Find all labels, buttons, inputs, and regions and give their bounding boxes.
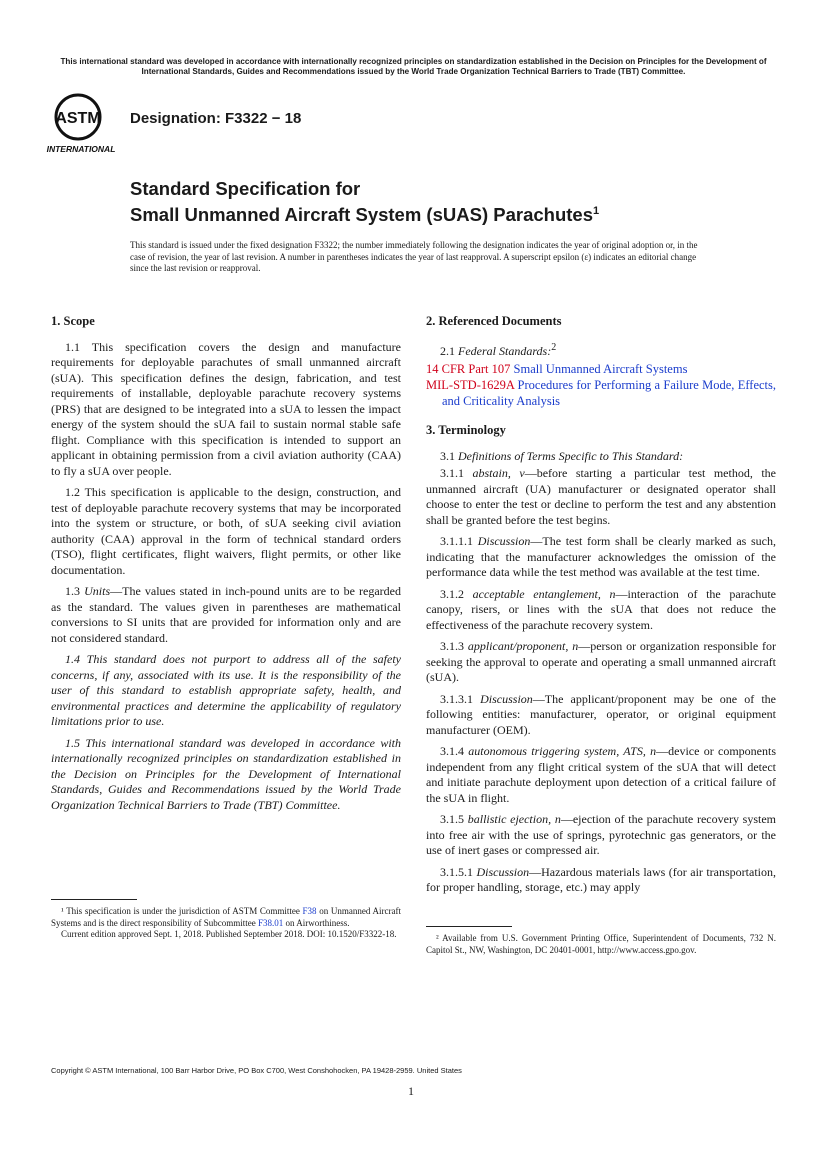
- header-notice: This international standard was developed in accordance with internationally recognized principles on standardization established in the Decision on Principles for the Development of International Standards, Guides and Recommendations issued by the World Trade Organization Technical Barriers to Trade (TBT) Committee.: [60, 57, 767, 76]
- link-f38-01[interactable]: F38.01: [257, 917, 284, 928]
- para-3-1-5: 3.1.5 ballistic ejection, n—ejection of the parachute recovery system into free air with the use of springs, pyrotechnic gas generators, or the use of inert gases or compressed air.: [426, 812, 777, 857]
- para-3-1-5-1: 3.1.5.1 Discussion—Hazardous materials laws (for air transportation, for proper handling, storage, etc.) may apply: [426, 864, 777, 894]
- para-3-1-1-1: 3.1.1.1 Discussion—The test form shall be clearly marked as such, indicating that the manufacturer acknowledges the omission of the performance data while the test method was available at the test time.: [426, 534, 777, 579]
- svg-text:ASTM: ASTM: [55, 110, 101, 127]
- ref-mil-std-1629a[interactable]: MIL-STD-1629A Procedures for Performing a Failure Mode, Effects, and Criticality Analysis: [426, 378, 776, 408]
- scope-heading: 1. Scope: [51, 314, 95, 328]
- para-3-1-3-1: 3.1.3.1 Discussion—The applicant/proponent may be one of the following entities: manufacturer, operator, or original equipment manufacturer (OEM).: [426, 691, 776, 737]
- right-column: [426, 314, 776, 902]
- left-column: [51, 314, 401, 819]
- para-1-3: 1.3 Units—The values stated in inch-pound units are to be regarded as the standard. The values given in parentheses are mathematical conversions to SI units that are provided for information only and are not considered standard.: [51, 584, 401, 645]
- federal-standards: 2.1 Federal Standards:$^2$: [440, 341, 557, 358]
- copyright: Copyright © ASTM International, 100 Barr Harbor Drive, PO Box C700, West Conshohocken, PA 19428-2959. United States: [51, 1066, 462, 1075]
- para-1-5: 1.5 This international standard was developed in accordance with internationally recognized principles on standardization established in the Decision on Principles for the Development of International Standards, Guides and Recommendations issued by the World Trade Organization Technical Barriers to Trade (TBT) Committee.: [51, 735, 401, 812]
- footnote-rule-left: [51, 899, 137, 900]
- page-title: [130, 178, 599, 226]
- footnote-1a: ¹ This specification is under the jurisdiction of ASTM Committee F38 on Unmanned Aircraft Systems and is the direct responsibility of Subcommittee F38.01 on Airworthiness.: [51, 906, 401, 928]
- title-line-2: Small Unmanned Aircraft System (sUAS) Parachutes$^1$: [130, 204, 600, 226]
- referenced-documents-heading: 2. Referenced Documents: [426, 314, 562, 328]
- para-3-1: 3.1 Definitions of Terms Specific to This Standard:: [440, 448, 684, 463]
- footnote-1: [51, 906, 401, 941]
- footnote-2-text: ² Available from U.S. Government Printing Office, Superintendent of Documents, 732 N. Capitol St., NW, Washington, DC 20401-0001, http://www.access.gpo.gov.: [426, 933, 776, 955]
- footnote-1b: Current edition approved Sept. 1, 2018. Published September 2018. DOI: 10.1520/F3322-18.: [61, 929, 397, 939]
- para-1-1: 1.1 This specification covers the design and manufacture requirements for deployable parachutes of small unmanned aircraft (sUA). This specification defines the design, fabrication, and test requirements of installable, deployable parachute recovery systems (PRS) that are designed to be integrated into a sUA to lessen the impact energy of the system should the sUA fail to sustain normal stable safe flight. Compliance with this specification is intended to support an applicant in obtaining permission from a civil aviation authority (CAA) to fly a sUA over people.: [51, 339, 401, 478]
- para-3-1-1: 3.1.1 abstain, v—before starting a particular test method, the unmanned aircraft (UA) manufacturer or designated operator shall choose to enter the test or decline to perform the test and any abstention shall be granted before the test begins.: [426, 466, 776, 527]
- page-number: 1: [408, 1084, 414, 1098]
- para-3-1-4: 3.1.4 autonomous triggering system, ATS, n—device or components independent from any flight critical system of the sUA that will detect and initiate parachute deployment upon detection of a critical failure of the sUA in flight.: [426, 744, 776, 805]
- para-1-2: 1.2 This specification is applicable to the design, construction, and test of deployable parachute recovery systems that may be incorporated into the system or structure, or both, of sUA seeking civil aviation authority (CAA) approval in the form of technical standard orders (TSO), flight certificates, flight waivers, flight permits, or other like documentation.: [51, 485, 401, 577]
- footnote-2: [426, 933, 776, 956]
- terminology-heading: 3. Terminology: [426, 423, 506, 437]
- svg-text:INTERNATIONAL: INTERNATIONAL: [46, 144, 116, 154]
- issued-note: This standard is issued under the fixed designation F3322; the number immediately following the designation indicates the year of original adoption or, in the case of revision, the year of last revision. A number in parentheses indicates the year of last reapproval. A superscript epsilon (ε) indicates an editorial change since the last revision or reapproval.: [130, 240, 698, 273]
- title-footnote-ref: 1: [593, 205, 600, 217]
- astm-logo-icon: [38, 90, 124, 156]
- para-3-1-3: 3.1.3 applicant/proponent, n—person or organization responsible for seeking the approval to operate and operating a small unmanned aircraft (sUA).: [426, 639, 776, 684]
- link-f38[interactable]: F38: [302, 906, 317, 916]
- title-line-1: Standard Specification for: [130, 178, 361, 199]
- footnote-rule-right: [426, 926, 512, 927]
- para-3-1-2: 3.1.2 acceptable entanglement, n—interaction of the parachute canopy, risers, or lines with the sUA that does not reduce the effectiveness of the parachute recovery system.: [426, 586, 777, 632]
- designation: Designation: F3322 − 18: [130, 110, 302, 127]
- ref-14cfr107[interactable]: 14 CFR Part 107 Small Unmanned Aircraft Systems: [426, 362, 688, 376]
- para-1-4: 1.4 This standard does not purport to address all of the safety concerns, if any, associated with its use. It is the responsibility of the user of this standard to establish appropriate safety, health, and environmental practices and determine the applicability of regulatory limitations prior to use.: [51, 652, 401, 728]
- astm-logo: [38, 90, 124, 156]
